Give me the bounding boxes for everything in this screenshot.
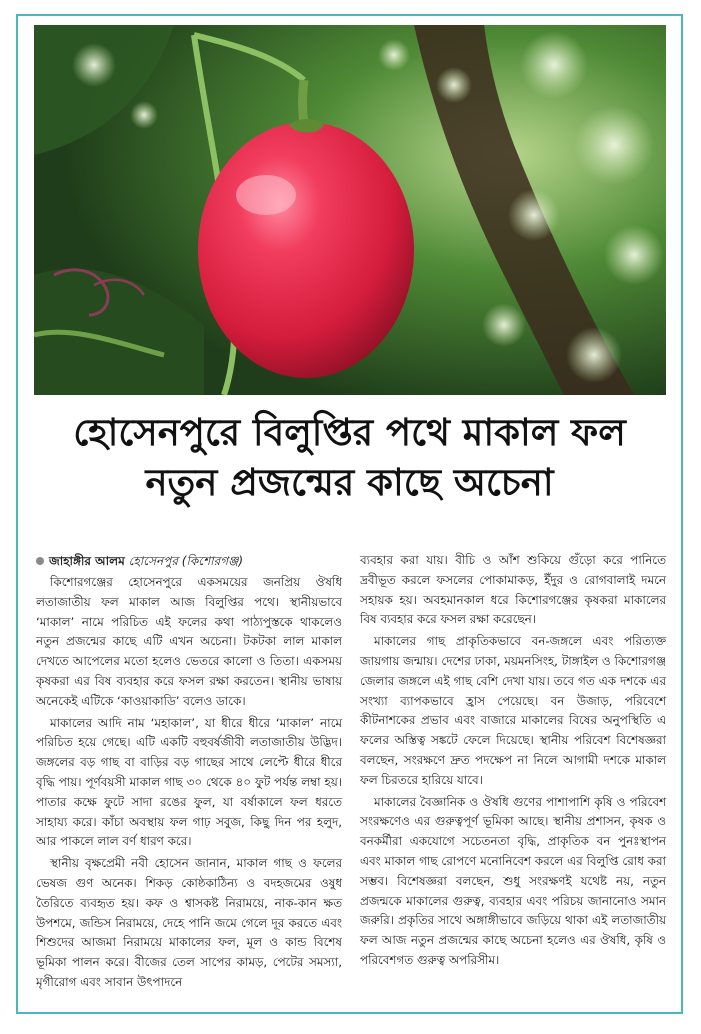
makal-fruit-photo xyxy=(34,25,666,395)
byline-place: হোসেনপুর (কিশোরগঞ্জ) xyxy=(128,554,244,568)
byline-author: জাহাঙ্গীর আলম xyxy=(49,554,125,568)
paragraph: ব্যবহার করা যায়। বীচি ও আঁশ শুকিয়ে গুঁড়ো করে পানিতে দ্রবীভূত করলে ফসলের পোকামাকড়, ইঁদুর ও রোগবালাই দমনে সহায়ক হয়। অবহমানকাল ধরে কিশোরগঞ্জের কৃষকরা মাকালের বিষ ব্যবহার করে ফসল রক্ষা করেছেন। xyxy=(360,553,666,627)
paragraph: মাকালের গাছ প্রাকৃতিকভাবে বন-জঙ্গলে এবং পরিত্যক্ত জায়গায় জন্মায়। দেশের ঢাকা, ময়মনসিংহ, টাঙ্গাইল ও কিশোরগঞ্জ জেলার জঙ্গলে এই গাছ বেশি দেখা যায়। তবে গত এক দশকে এর সংখ্যা ব্যাপকভাবে হ্রাস পেয়েছে। বন উজাড়, পরিবেশে কীটনাশকের প্রভাব এবং বাজারে মাকালের বিষের অনুপস্থিতি এ ফলের অস্তিত্ব সঙ্কটে ফেলে দিয়েছে। স্থানীয় পরিবেশ বিশেষজ্ঞরা বলছেন, সংরক্ষণে দ্রুত পদক্ষেপ না নিলে আগামী দশকে মাকাল ফল চিরতরে হারিয়ে যাবে। xyxy=(360,634,666,787)
paragraph: স্থানীয় বৃক্ষপ্রেমী নবী হোসেন জানান, মাকাল গাছ ও ফলের ভেষজ গুণ অনেক। শিকড় কোষ্ঠকাঠিন্য ও বদহজমের ওষুধ তৈরিতে ব্যবহৃত হয়। কফ ও শ্বাসকষ্ট নিরাময়ে, নাক-কান ক্ষত উপশমে, জন্ডিস নিরাময়ে, দেহে পানি জমে গেলে দূর করতে এবং শিশুদের আজমা নিরাময়ে মাকালের ফল, মূল ও কান্ড বিশেষ ভূমিকা পালন করে। বীজের তেল সাপের কামড়, পেটের সমস্যা, মৃগীরোগ এবং সাবান উৎপাদনে xyxy=(36,856,342,989)
article-body xyxy=(36,551,666,1011)
paragraph: মাকালের বৈজ্ঞানিক ও ঔষধি গুণের পাশাপাশি কৃষি ও পরিবেশ সংরক্ষণেও এর গুরুত্বপূর্ণ ভূমিকা আছে। স্থানীয় প্রশাসন, কৃষক ও বনকর্মীরা একযোগে সচেতনতা বৃদ্ধি, প্রাকৃতিক বন পুনঃস্থাপন এবং মাকাল গাছ রোপণে মনোনিবেশ করলে এর বিলুপ্তি রোধ করা সম্ভব। বিশেষজ্ঞরা বলছেন, শুধু সংরক্ষণই যথেষ্ট নয়, নতুন প্রজন্মকে মাকালের গুরুত্ব, ব্যবহার এবং পরিচয় জানানোও সমান জরুরি। প্রকৃতির সাথে অঙ্গাঙ্গীভাবে জড়িয়ে থাকা এই লতাজাতীয় ফল আজ নতুন প্রজন্মের কাছে অচেনা হলেও এর ঔষধি, কৃষি ও পরিবেশগত গুরুত্ব অপরিসীম। xyxy=(360,794,666,967)
article-frame xyxy=(16,14,683,1014)
paragraph: কিশোরগঞ্জের হোসেনপুরে একসময়ের জনপ্রিয় ঔষধি লতাজাতীয় ফল মাকাল আজ বিলুপ্তির পথে। স্থানীয়ভাবে ‘মাকাল’ নামে পরিচিত এই ফলের কথা পাঠ্যপুস্তকে থাকলেও নতুন প্রজন্মের কাছে এটি এখন অচেনা। টকটকা লাল মাকাল দেখতে আপেলের মতো হলেও ভেতরে কালো ও তিতা। একসময় কৃষকরা এর বিষ ব্যবহার করে ফসল রক্ষা করতেন। স্থানীয় ভাষায় অনেকেই এটিকে ‘কাওয়াকাডি’ বলেও ডাকে। xyxy=(36,575,342,708)
headline xyxy=(18,411,681,504)
headline-line-2: নতুন প্রজন্মের কাছে অচেনা xyxy=(145,460,554,504)
article-column-right xyxy=(360,551,666,973)
photo-illustration xyxy=(34,25,666,395)
byline xyxy=(36,551,342,571)
article-column-left xyxy=(36,551,342,995)
paragraph: মাকালের আদি নাম ‘মহাকাল’, যা ধীরে ধীরে ‘মাকাল’ নামে পরিচিত হয়ে গেছে। এটি একটি বহুবর্ষজীবী লতাজাতীয় উদ্ভিদ। জঙ্গলের বড় গাছ বা বাড়ির বড় গাছের সাথে লেপ্টে ধীরে ধীরে বৃদ্ধি পায়। পূর্ণবয়সী মাকাল গাছ ৩০ থেকে ৪০ ফুট পর্যন্ত লম্বা হয়। পাতার কক্ষে ফুটে সাদা রঙের ফুল, যা বর্ষাকালে ফল ধরতে সাহায্য করে। কাঁচা অবস্থায় ফল গাঢ় সবুজ, কিছু দিন পর হলুদ, আর পাকলে লাল বর্ণ ধারণ করে। xyxy=(36,715,342,849)
bullet-icon xyxy=(36,557,44,565)
headline-line-1: হোসেনপুরে বিলুপ্তির পথে মাকাল ফল xyxy=(73,411,626,454)
